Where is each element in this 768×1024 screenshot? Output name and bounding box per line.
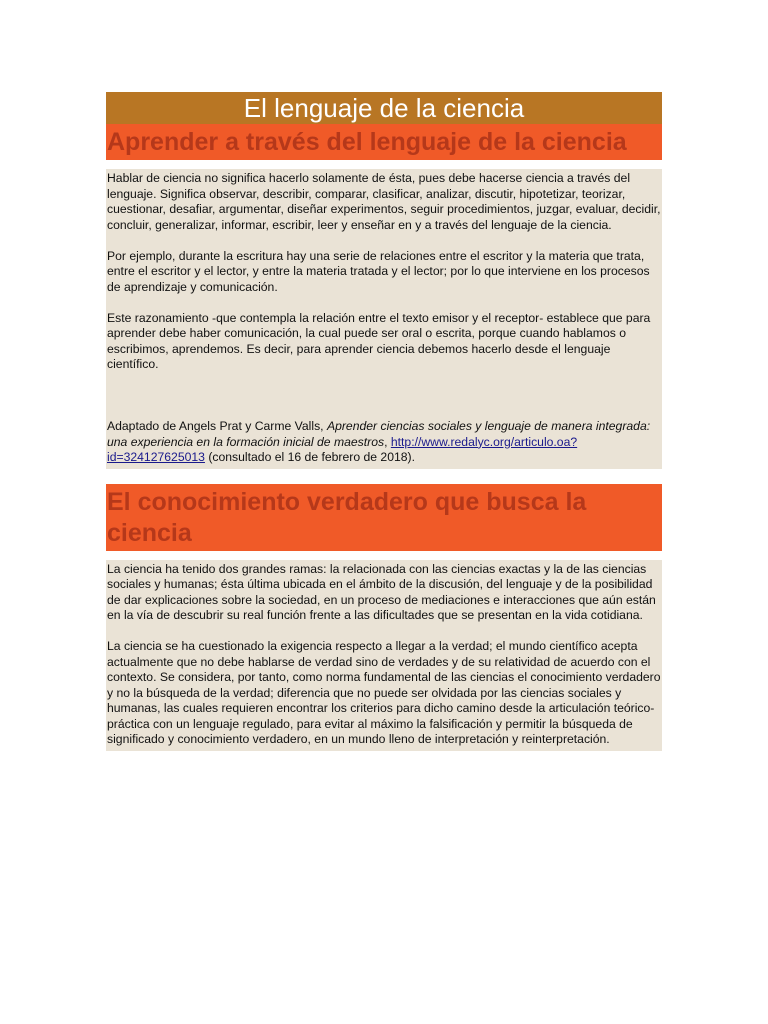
section-body-conocimiento: [106, 560, 662, 751]
credit-suffix: (consultado el 16 de febrero de 2018).: [204, 450, 415, 464]
document-title: El lenguaje de la ciencia: [106, 92, 662, 124]
document-page: [106, 92, 662, 751]
paragraph: La ciencia se ha cuestionado la exigencia respecto a llegar a la verdad; el mundo científico acepta actualmente que no debe hablarse de verdad sino de verdades y de su relatividad de acuerdo con el contexto. Se considera, por tanto, como norma fundamental de las ciencias el conocimiento verdadero y no la búsqueda de la verdad; diferencia que no puede ser olvidada por las ciencias sociales y humanas, las cuales requieren encontrar los criterios para dicho camino desde la articulación teórico-práctica con un lenguaje regulado, para evitar al máximo la falsificación y permitir la búsqueda de significado y conocimiento verdadero, en un mundo lleno de interpretación y reinterpretación.: [107, 639, 661, 746]
paragraph: Este razonamiento -que contempla la relación entre el texto emisor y el receptor- establece que para aprender debe haber comunicación, la cual puede ser oral o escrita, porque cuando hablamos o escribimos, aprendemos. Es decir, para aprender ciencia debemos hacerlo desde el lenguaje científico.: [107, 310, 651, 371]
section-body-aprender: [106, 169, 662, 469]
paragraph: Hablar de ciencia no significa hacerlo solamente de ésta, pues debe hacerse ciencia a través del lenguaje. Significa observar, describir, comparar, clasificar, analizar, discutir, hipotetizar, teorizar, cuestionar, desafiar, argumentar, diseñar experimentos, seguir procedimientos, juzgar, evaluar, decidir, concluir, generalizar, informar, escribir, leer y enseñar en y a través del lenguaje de la ciencia.: [107, 171, 661, 232]
section-heading-conocimiento: El conocimiento verdadero que busca la ciencia: [106, 484, 662, 551]
paragraph: La ciencia ha tenido dos grandes ramas: la relacionada con las ciencias exactas y la de las ciencias sociales y humanas; ésta última ubicada en el ámbito de la discusión, del lenguaje y de la posibilidad de dar explicaciones sobre la sociedad, en un proceso de mediaciones e interacciones que aún están en la vía de descubrir su real función frente a las dificultades que se presentan en la vida cotidiana.: [107, 561, 656, 622]
credit-work-title: Aprender ciencias sociales y lenguaje de manera integrada: una experiencia en la formación inicial de maestros: [107, 419, 651, 449]
paragraph: Por ejemplo, durante la escritura hay una serie de relaciones entre el escritor y la materia que trata, entre el escritor y el lector, y entre la materia tratada y el lector; por lo que interviene en los procesos de aprendizaje y comunicación.: [107, 248, 650, 294]
credit-separator: ,: [384, 434, 391, 449]
section-heading-aprender: Aprender a través del lenguaje de la ciencia: [106, 124, 662, 160]
source-link[interactable]: http://www.redalyc.org/articulo.oa?id=324127625013: [107, 434, 578, 464]
source-credit: [107, 419, 661, 466]
credit-prefix: Adaptado de Angels Prat y Carme Valls,: [107, 419, 327, 433]
